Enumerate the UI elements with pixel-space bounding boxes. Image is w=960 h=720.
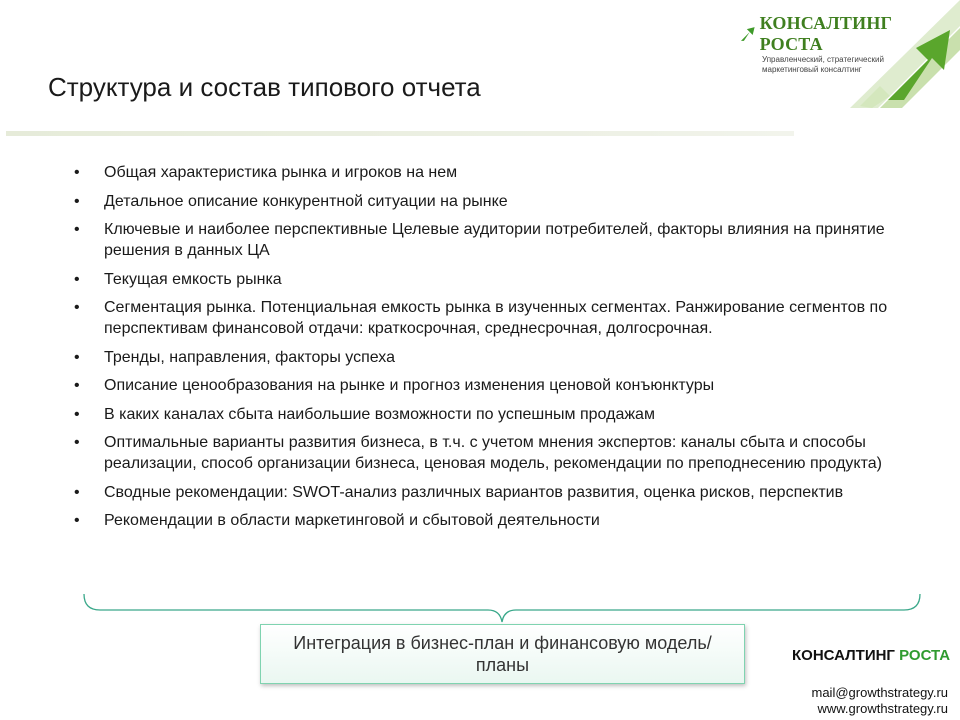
list-item-text: Ключевые и наиболее перспективные Целевые аудитории потребителей, факторы влияния на принятие решения в данных ЦА [104, 221, 885, 259]
integration-text: Интеграция в бизнес-план и финансовую модель/планы [293, 633, 712, 675]
list-item [74, 297, 894, 339]
list-item-text: В каких каналах сбыта наибольшие возможности по успешным продажам [104, 405, 655, 423]
list-item [74, 162, 894, 183]
report-contents-list [74, 162, 894, 539]
footer-contact [812, 685, 949, 717]
list-item-text: Тренды, направления, факторы успеха [104, 348, 396, 366]
list-item-text: Сегментация рынка. Потенциальная емкость рынка в изученных сегментах. Ранжирование сегментов по перспективам финансовой отдачи: краткосрочная, среднесрочная, долгосрочная. [104, 299, 888, 337]
list-item-text: Рекомендации в области маркетинговой и сбытовой деятельности [104, 512, 600, 529]
footer-brand [792, 647, 950, 664]
list-item [74, 482, 894, 503]
bullet-icon: • [74, 164, 80, 181]
list-item-text: Текущая емкость рынка [104, 270, 282, 288]
integration-box [260, 624, 745, 684]
list-item [74, 375, 894, 396]
list-item [74, 510, 894, 531]
bullet-icon: • [74, 405, 80, 423]
list-item [74, 347, 894, 368]
list-item-text: Оптимальные варианты развития бизнеса, в т.ч. с учетом мнения экспертов: каналы сбыта и способы реализации, способ организации бизнеса, ценовая модель, рекомендации по преподнесению продукта) [104, 434, 882, 472]
list-item [74, 219, 894, 261]
list-item [74, 191, 894, 212]
title-divider [6, 131, 794, 136]
list-item-text: Описание ценообразования на рынке и прогноз изменения ценовой конъюнктуры [104, 377, 715, 394]
bullet-icon: • [74, 221, 80, 238]
company-logo [740, 13, 955, 75]
bullet-icon: • [74, 192, 80, 210]
bullet-icon: • [74, 483, 80, 501]
slide-title: Структура и состав типового отчета [48, 72, 481, 102]
bullet-icon: • [74, 377, 80, 394]
curly-brace [80, 592, 924, 624]
green-arrow-icon [740, 26, 756, 42]
list-item [74, 432, 894, 474]
bullet-icon: • [74, 512, 80, 529]
bullet-icon: • [74, 299, 80, 316]
footer-website[interactable]: www.growthstrategy.ru [817, 701, 948, 716]
bullet-icon: • [74, 348, 80, 366]
footer-email[interactable]: mail@growthstrategy.ru [811, 685, 948, 700]
footer-brand-part2: РОСТА [899, 647, 951, 664]
bullet-icon: • [74, 434, 80, 451]
list-item-text: Детальное описание конкурентной ситуации на рынке [104, 192, 508, 210]
logo-subtitle-1: Управленческий, стратегический [762, 55, 884, 64]
list-item [74, 269, 894, 290]
bullet-icon: • [74, 270, 80, 288]
list-item-text: Сводные рекомендации: SWOT-анализ различных вариантов развития, оценка рисков, перспектив [104, 483, 844, 501]
footer-brand-part1: КОНСАЛТИНГ [792, 647, 900, 664]
list-item-text: Общая характеристика рынка и игроков на нем [104, 164, 458, 181]
logo-subtitle-2: маркетинговый консалтинг [762, 65, 862, 74]
logo-name: КОНСАЛТИНГ РОСТА [759, 13, 893, 54]
list-item [74, 404, 894, 425]
